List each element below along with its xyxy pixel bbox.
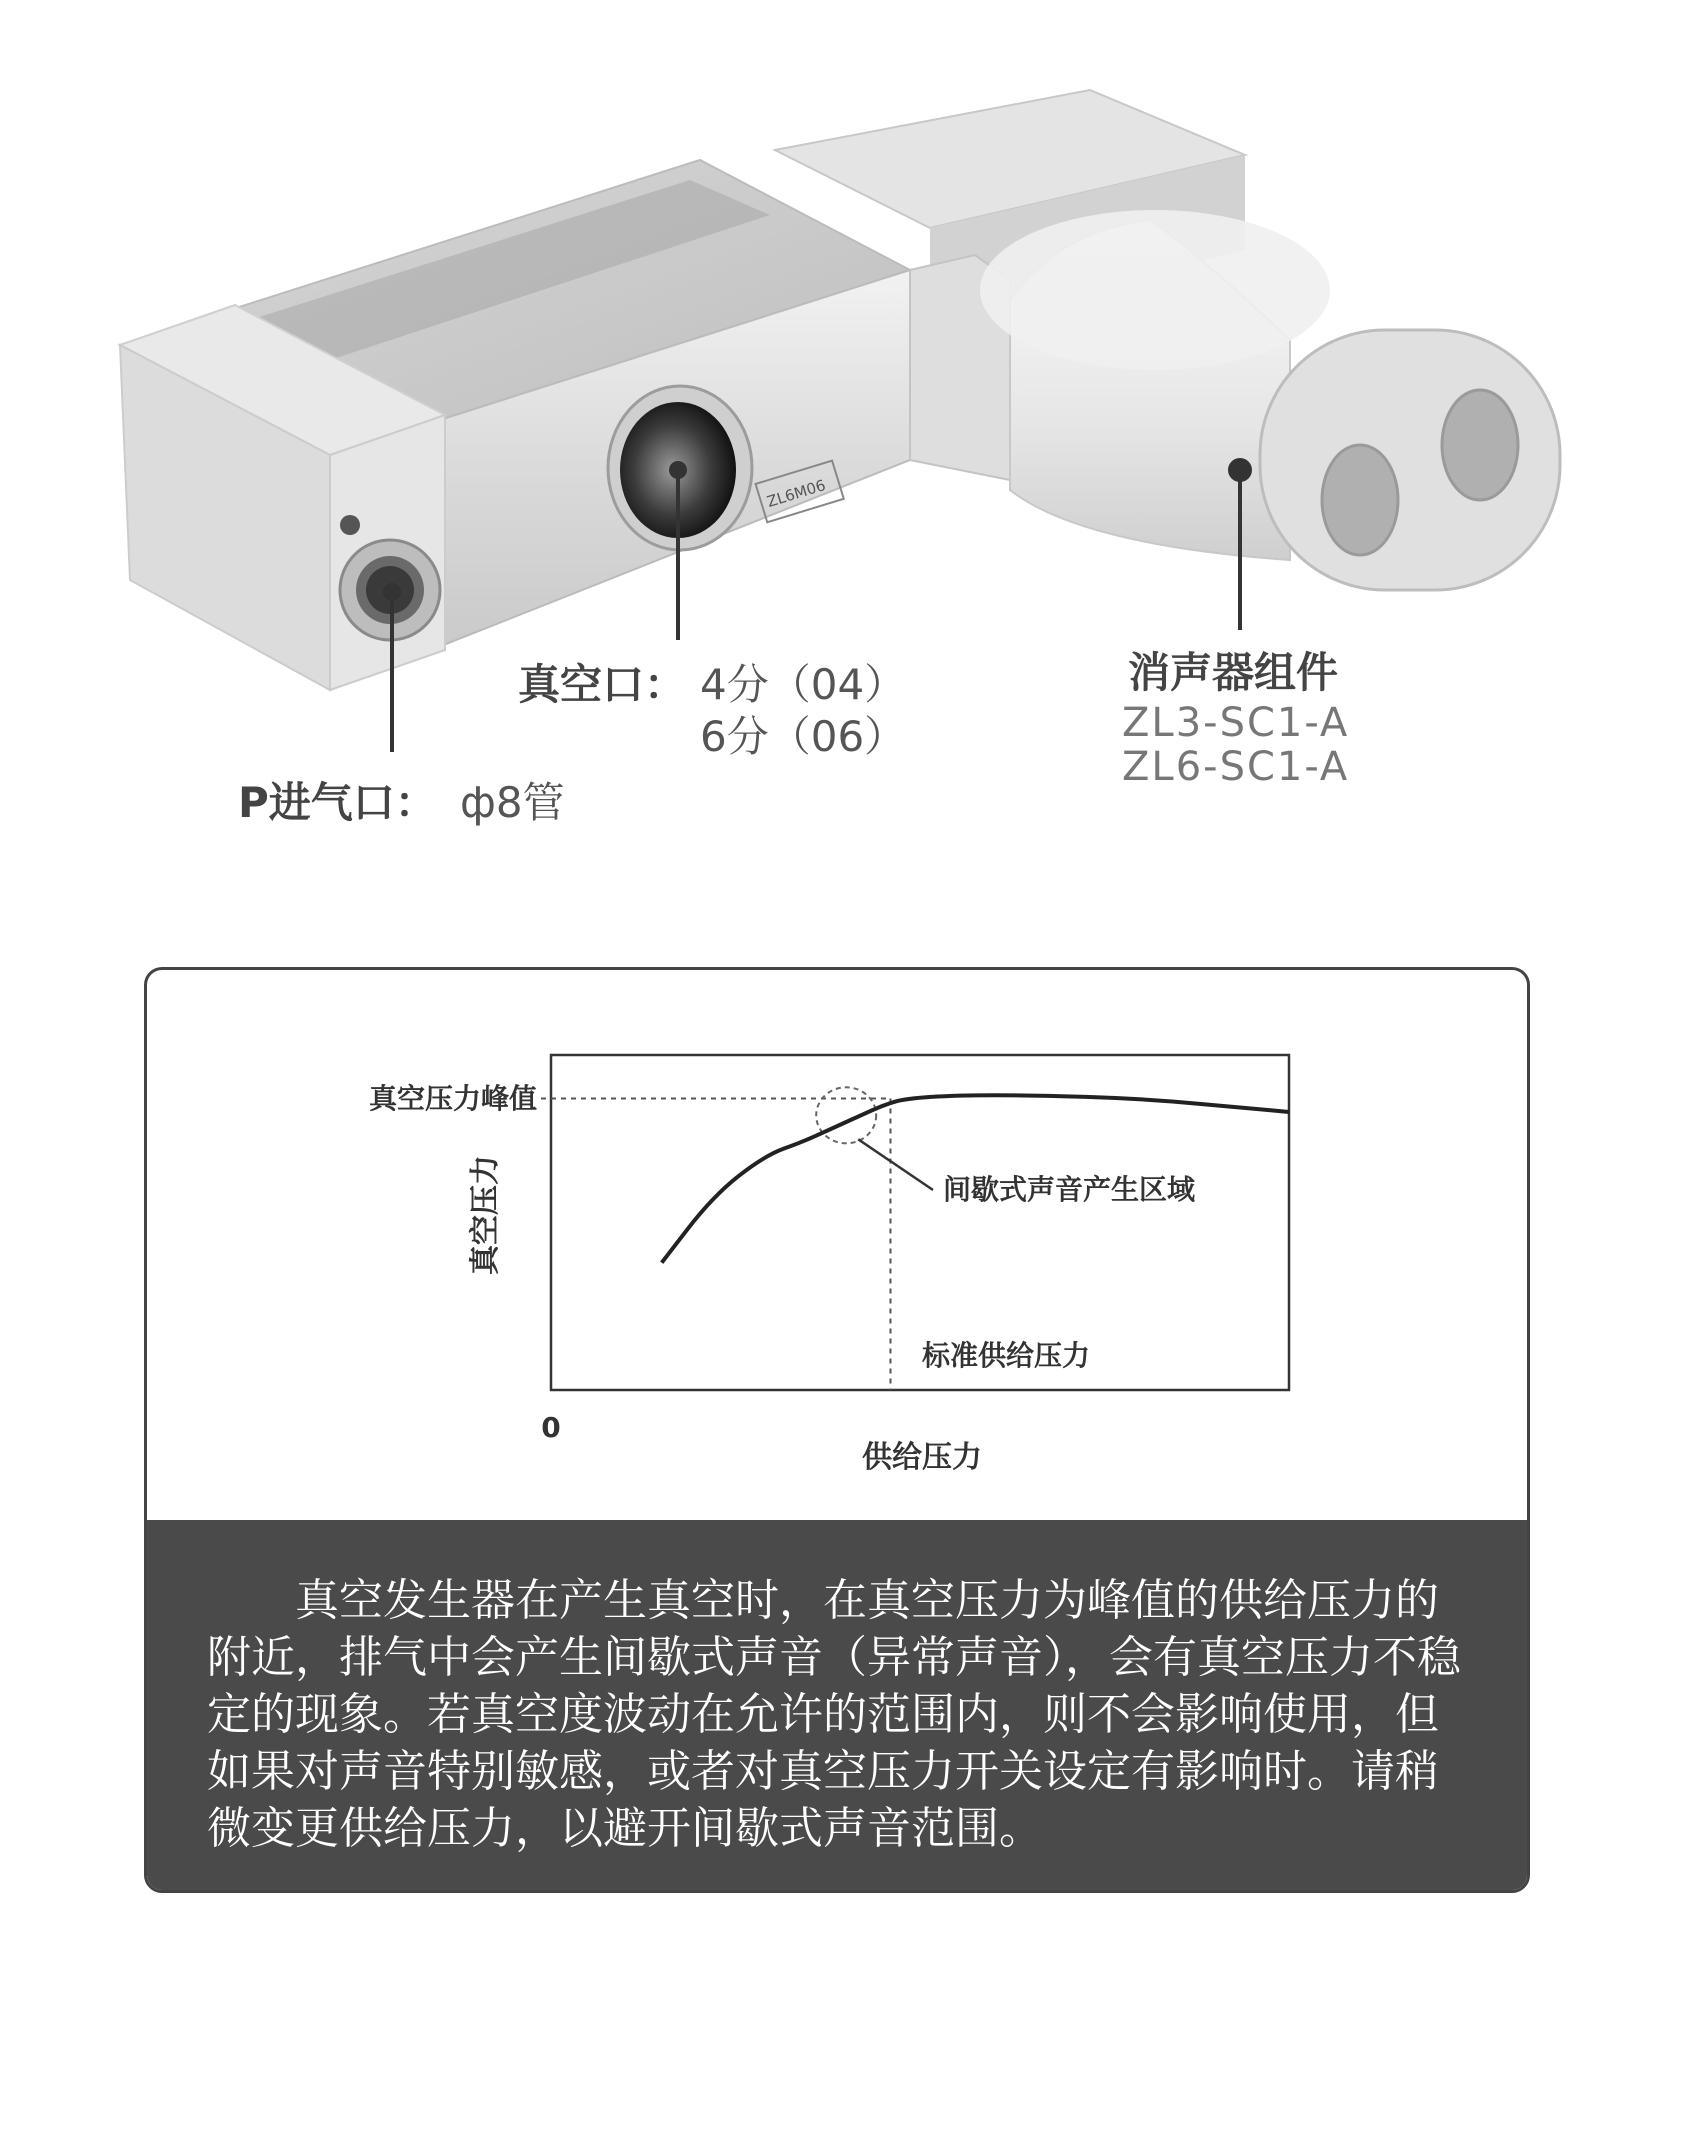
- mount-hole: [340, 515, 360, 535]
- vacuum-port-label: 真空口：: [518, 660, 687, 709]
- silencer-model-2: ZL6-SC1-A: [1122, 744, 1350, 790]
- silencer-model-1: ZL3-SC1-A: [1122, 700, 1350, 746]
- vacuum-port-size-06: 6分（06）: [700, 712, 907, 761]
- x-axis-label: 供给压力: [862, 1440, 982, 1475]
- origin-label: 0: [541, 1411, 561, 1444]
- description-text: 真空发生器在产生真空时，在真空压力为峰值的供给压力的附近，排气中会产生间歇式声音（异常声音），会有真空压力不稳定的现象。若真空度波动在允许的范围内，则不会影响使用，但如果对声音特别敏感，或者对真空压力开关设定有影响时。请稍微变更供给压力，以避开间歇式声音范围。: [207, 1575, 1461, 1854]
- peak-label: 真空压力峰值: [368, 1082, 537, 1115]
- chart-panel: [144, 967, 1530, 1893]
- annotation-label: 间歇式声音产生区域: [943, 1173, 1196, 1206]
- p-port-label: P进气口：: [238, 778, 437, 827]
- intermittent-noise-zone: [816, 1087, 876, 1143]
- silencer-top-curve: [980, 210, 1330, 370]
- annotation-leader-line: [858, 1139, 933, 1190]
- silencer-outlet-left: [1322, 445, 1398, 555]
- product-illustration: [0, 0, 1701, 900]
- p-port-value: ф8管: [460, 778, 565, 827]
- body-model-label: ZL6M06: [764, 476, 828, 511]
- vacuum-callout-dot: [669, 461, 687, 479]
- standard-pressure-label: 标准供给压力: [922, 1339, 1091, 1372]
- silencer-outlet-right: [1442, 390, 1518, 500]
- p-port-callout-dot: [383, 583, 401, 601]
- vacuum-pressure-chart: [147, 970, 1527, 1520]
- description-box: [147, 1520, 1527, 1890]
- silencer-label: 消声器组件: [1128, 648, 1339, 697]
- vacuum-port-size-04: 4分（04）: [700, 660, 907, 709]
- plot-frame: [551, 1055, 1289, 1390]
- y-axis-label: 真空压力: [468, 1155, 503, 1275]
- silencer-callout-dot: [1228, 458, 1252, 482]
